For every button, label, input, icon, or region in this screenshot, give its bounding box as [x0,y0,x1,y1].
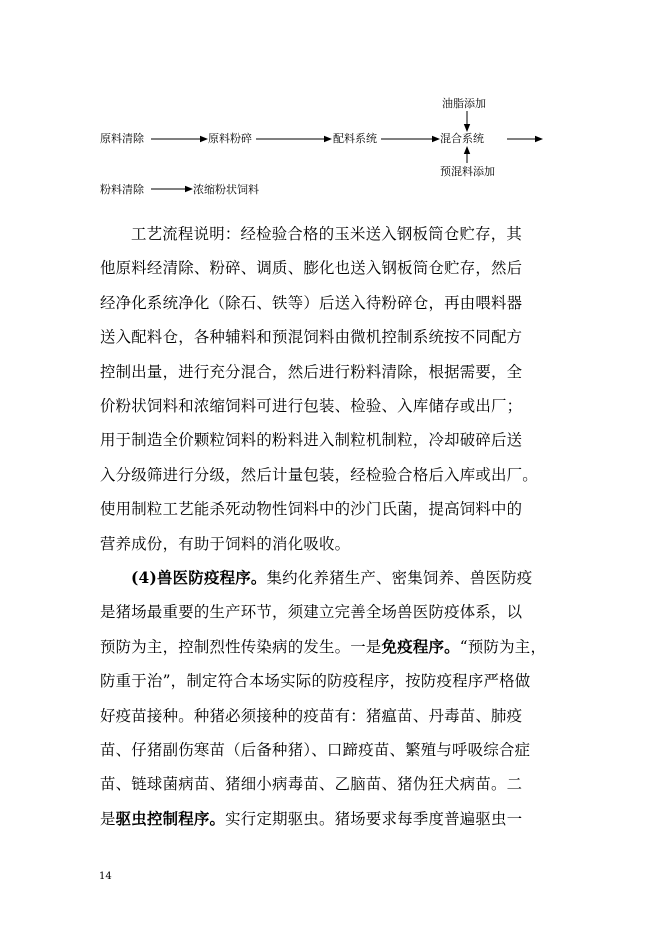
epidemic-line: 苗、链球菌病苗、猪细小病毒苗、乙脑苗、猪伪狂犬病苗。二 [100,775,523,794]
flow-node-oil-addition: 油脂添加 [442,97,486,110]
process-line: 送入配料仓，各种辅料和预混饲料由微机控制系统按不同配方 [100,328,523,347]
flow-node-raw-material-crushing: 原料粉碎 [208,132,252,145]
flow-arrows [0,0,662,220]
flow-node-raw-material-cleaning: 原料清除 [100,132,144,145]
process-line: 使用制粒工艺能杀死动物性饲料中的沙门氏菌，提高饲料中的 [100,500,523,519]
flow-node-batching-system: 配料系统 [333,132,377,145]
process-line: 价粉状饲料和浓缩饲料可进行包装、检验、入库储存或出厂； [100,397,523,416]
epidemic-line: 好疫苗接种。种猪必须接种的疫苗有：猪瘟苗、丹毒苗、肺疫 [100,706,523,725]
process-line: 工艺流程说明：经检验合格的玉米送入钢板筒仓贮存，其 [131,225,523,243]
epidemic-line: 防重于治”，制定符合本场实际的防疫程序，按防疫程序严格做 [100,672,531,691]
process-line: 入分级筛进行分级，然后计量包装，经检验合格后入库或出厂。 [100,465,538,484]
process-line: 控制出量，进行充分混合，然后进行粉料清除，根据需要，全 [100,362,523,381]
flow-node-premix-addition: 预混料添加 [440,165,495,178]
flow-node-concentrated-powder-feed: 浓缩粉状饲料 [193,183,259,196]
process-line: 经净化系统净化（除石、铁等）后送入待粉碎仓，再由喂料器 [100,293,523,312]
epidemic-line: (4)兽医防疫程序。集约化养猪生产、密集饲养、兽医防疫 [131,569,533,587]
page-number: 14 [99,871,112,882]
deworming-term: 驱虫控制程序。 [115,809,226,828]
epidemic-line: 是驱虫控制程序。实行定期驱虫。猪场要求每季度普遍驱虫一 [100,809,523,828]
epidemic-line: 苗、仔猪副伤寒苗（后备种猪）、口蹄疫苗、繁殖与呼吸综合症 [100,741,531,760]
process-description-paragraph [100,217,570,561]
process-line: 用于制造全价颗粒饲料的粉料进入制粒机制粒，冷却破碎后送 [100,431,523,450]
process-line: 他原料经清除、粉碎、调质、膨化也送入钢板筒仓贮存，然后 [100,259,523,278]
flow-node-powder-cleaning: 粉料清除 [100,183,144,196]
immunization-term: 免疫程序。 [381,637,460,656]
section-heading: (4)兽医防疫程序。 [131,569,267,587]
process-line: 营养成份，有助于饲料的消化吸收。 [100,534,351,553]
epidemic-line: 是猪场最重要的生产环节，须建立完善全场兽医防疫体系，以 [100,603,523,622]
flow-node-mixing-system: 混合系统 [440,132,484,145]
epidemic-line: 预防为主，控制烈性传染病的发生。一是免疫程序。“预防为主， [100,637,547,656]
epidemic-prevention-paragraph [100,561,570,836]
